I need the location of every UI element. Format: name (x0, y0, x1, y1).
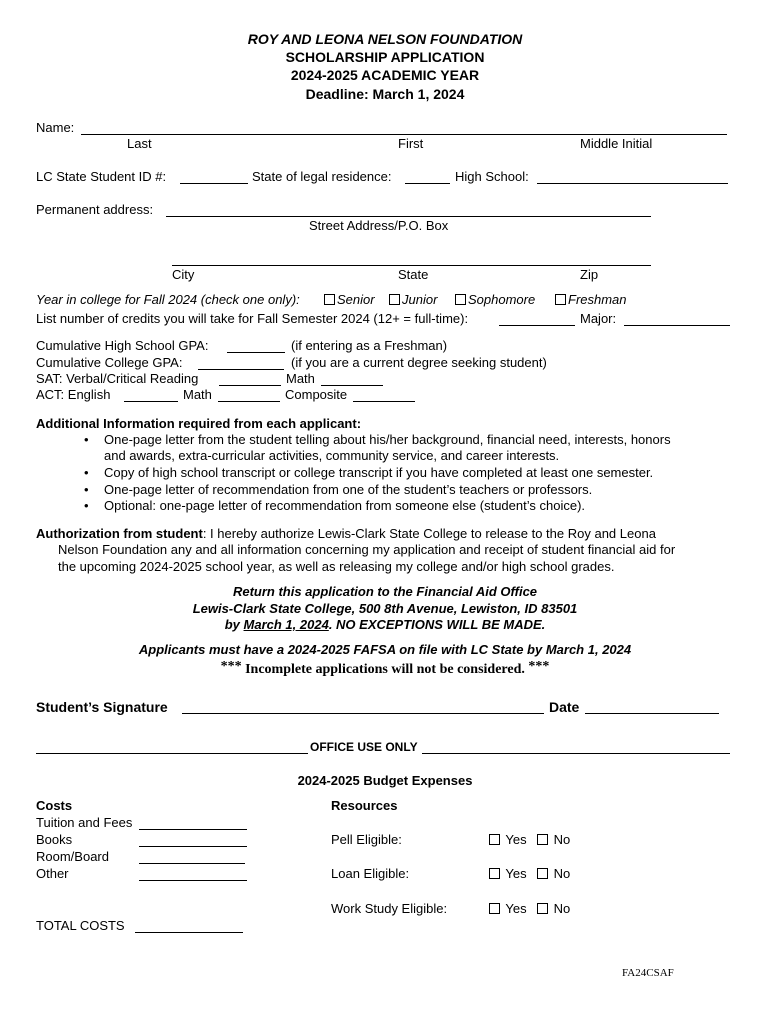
foundation-name: ROY AND LEONA NELSON FOUNDATION (247, 31, 523, 47)
cost-tuition-field[interactable] (139, 816, 247, 832)
work-study-label: Work Study Eligible: (331, 901, 448, 916)
name-sub-last: Last (127, 136, 152, 151)
pell-label: Pell Eligible: (331, 832, 402, 847)
checkbox-icon (324, 294, 335, 305)
loan-no-checkbox[interactable]: No (537, 866, 570, 882)
loan-yes-checkbox[interactable]: Yes (489, 866, 527, 882)
sat-math-label: Math (286, 371, 315, 386)
checkbox-icon (555, 294, 566, 305)
fafsa-notice: Applicants must have a 2024-2025 FAFSA on file with LC State by March 1, 2024 (138, 642, 632, 657)
date-field[interactable] (585, 700, 719, 716)
list-item-continued: and awards, extra-curricular activities, community service, and career interests. (104, 448, 560, 463)
city-sub: City (172, 267, 195, 282)
sat-label: SAT: Verbal/Critical Reading (36, 371, 199, 386)
checkbox-freshman[interactable]: Freshman (555, 292, 627, 308)
hs-gpa-label: Cumulative High School GPA: (36, 338, 209, 353)
state-sub: State (398, 267, 429, 282)
checkbox-icon (489, 903, 500, 914)
list-item: • Optional: one-page letter of recommendation from someone else (student’s choice). (104, 498, 585, 514)
name-label: Name: (36, 120, 75, 135)
college-gpa-label: Cumulative College GPA: (36, 355, 183, 370)
signature-field[interactable] (182, 700, 544, 716)
office-use-divider-right (422, 740, 730, 756)
act-english-field[interactable] (124, 388, 178, 404)
list-item: • One-page letter of recommendation from one of the student’s teachers or professors. (104, 482, 592, 498)
pell-yes-checkbox[interactable]: Yes (489, 832, 527, 848)
budget-title: 2024-2025 Budget Expenses (297, 773, 473, 788)
major-field[interactable] (624, 312, 730, 328)
checkbox-icon (537, 903, 548, 914)
high-school-label: High School: (455, 169, 529, 184)
hs-gpa-field[interactable] (227, 339, 285, 355)
hs-gpa-note: (if entering as a Freshman) (291, 338, 448, 353)
act-math-label: Math (183, 387, 212, 402)
return-line-2: Lewis-Clark State College, 500 8th Avenue, Lewiston, ID 83501 (192, 601, 578, 616)
work-study-no-checkbox[interactable]: No (537, 901, 570, 917)
work-study-yes-checkbox[interactable]: Yes (489, 901, 527, 917)
office-use-label: OFFICE USE ONLY (310, 740, 418, 754)
form-code: FA24CSAF (622, 967, 674, 979)
act-composite-field[interactable] (353, 388, 415, 404)
incomplete-notice: *** Incomplete applications will not be considered. *** (220, 659, 550, 677)
checkbox-junior[interactable]: Junior (389, 292, 437, 308)
loan-label: Loan Eligible: (331, 866, 410, 881)
name-field[interactable] (81, 121, 727, 137)
credits-field[interactable] (499, 312, 575, 328)
costs-heading: Costs (36, 798, 73, 813)
college-gpa-field[interactable] (198, 356, 284, 372)
total-costs-label: TOTAL COSTS (36, 918, 125, 933)
authorization-line-1: Authorization from student: I hereby authorize Lewis-Clark State College to release to the Roy and Leona (36, 526, 656, 541)
high-school-field[interactable] (537, 170, 728, 186)
zip-sub: Zip (580, 267, 599, 282)
cost-other-label: Other (36, 866, 69, 881)
act-label: ACT: English (36, 387, 111, 402)
cost-tuition-label: Tuition and Fees (36, 815, 133, 830)
signature-label: Student’s Signature (36, 699, 168, 715)
student-id-label: LC State Student ID #: (36, 169, 167, 184)
checkbox-senior[interactable]: Senior (324, 292, 375, 308)
list-item: • One-page letter from the student telling about his/her background, financial need, interests, honors (104, 432, 671, 448)
name-sub-first: First (398, 136, 424, 151)
form-title: SCHOLARSHIP APPLICATION (285, 49, 485, 65)
authorization-line-3: the upcoming 2024-2025 school year, as well as releasing my college and/or high school grades. (58, 559, 615, 574)
address-label: Permanent address: (36, 202, 154, 217)
residence-field[interactable] (405, 170, 450, 186)
checkbox-icon (389, 294, 400, 305)
street-sub: Street Address/P.O. Box (309, 218, 449, 233)
office-use-divider-left (36, 740, 308, 756)
deadline: Deadline: March 1, 2024 (305, 86, 465, 102)
cost-room-board-label: Room/Board (36, 849, 109, 864)
student-id-field[interactable] (180, 170, 248, 186)
authorization-line-2: Nelson Foundation any and all information concerning my application and receipt of student financial aid for (58, 542, 676, 557)
academic-year: 2024-2025 ACADEMIC YEAR (290, 67, 480, 83)
credits-label: List number of credits you will take for Fall Semester 2024 (12+ = full-time): (36, 311, 469, 326)
checkbox-sophomore[interactable]: Sophomore (455, 292, 535, 308)
checkbox-icon (537, 834, 548, 845)
checkbox-icon (489, 868, 500, 879)
sat-verbal-field[interactable] (219, 372, 281, 388)
sat-math-field[interactable] (321, 372, 383, 388)
date-label: Date (549, 699, 580, 715)
major-label: Major: (580, 311, 617, 326)
college-gpa-note: (if you are a current degree seeking student) (291, 355, 547, 370)
residence-label: State of legal residence: (252, 169, 392, 184)
act-math-field[interactable] (218, 388, 280, 404)
additional-info-heading: Additional Information required from each applicant: (36, 416, 362, 431)
checkbox-icon (455, 294, 466, 305)
name-sub-middle: Middle Initial (580, 136, 653, 151)
total-costs-field[interactable] (135, 919, 243, 935)
city-state-zip-field[interactable] (172, 252, 651, 268)
cost-books-label: Books (36, 832, 73, 847)
year-in-college-prompt: Year in college for Fall 2024 (check one only): (36, 292, 300, 307)
list-item: • Copy of high school transcript or college transcript if you have completed at least one semester. (104, 465, 653, 481)
pell-no-checkbox[interactable]: No (537, 832, 570, 848)
return-line-3: by March 1, 2024. NO EXCEPTIONS WILL BE MADE. (224, 617, 546, 632)
act-composite-label: Composite (285, 387, 348, 402)
checkbox-icon (489, 834, 500, 845)
cost-books-field[interactable] (139, 833, 247, 849)
cost-room-board-field[interactable] (139, 850, 245, 866)
cost-other-field[interactable] (139, 867, 247, 883)
street-field[interactable] (166, 203, 651, 219)
return-line-1: Return this application to the Financial Aid Office (232, 584, 538, 599)
checkbox-icon (537, 868, 548, 879)
resources-heading: Resources (331, 798, 398, 813)
